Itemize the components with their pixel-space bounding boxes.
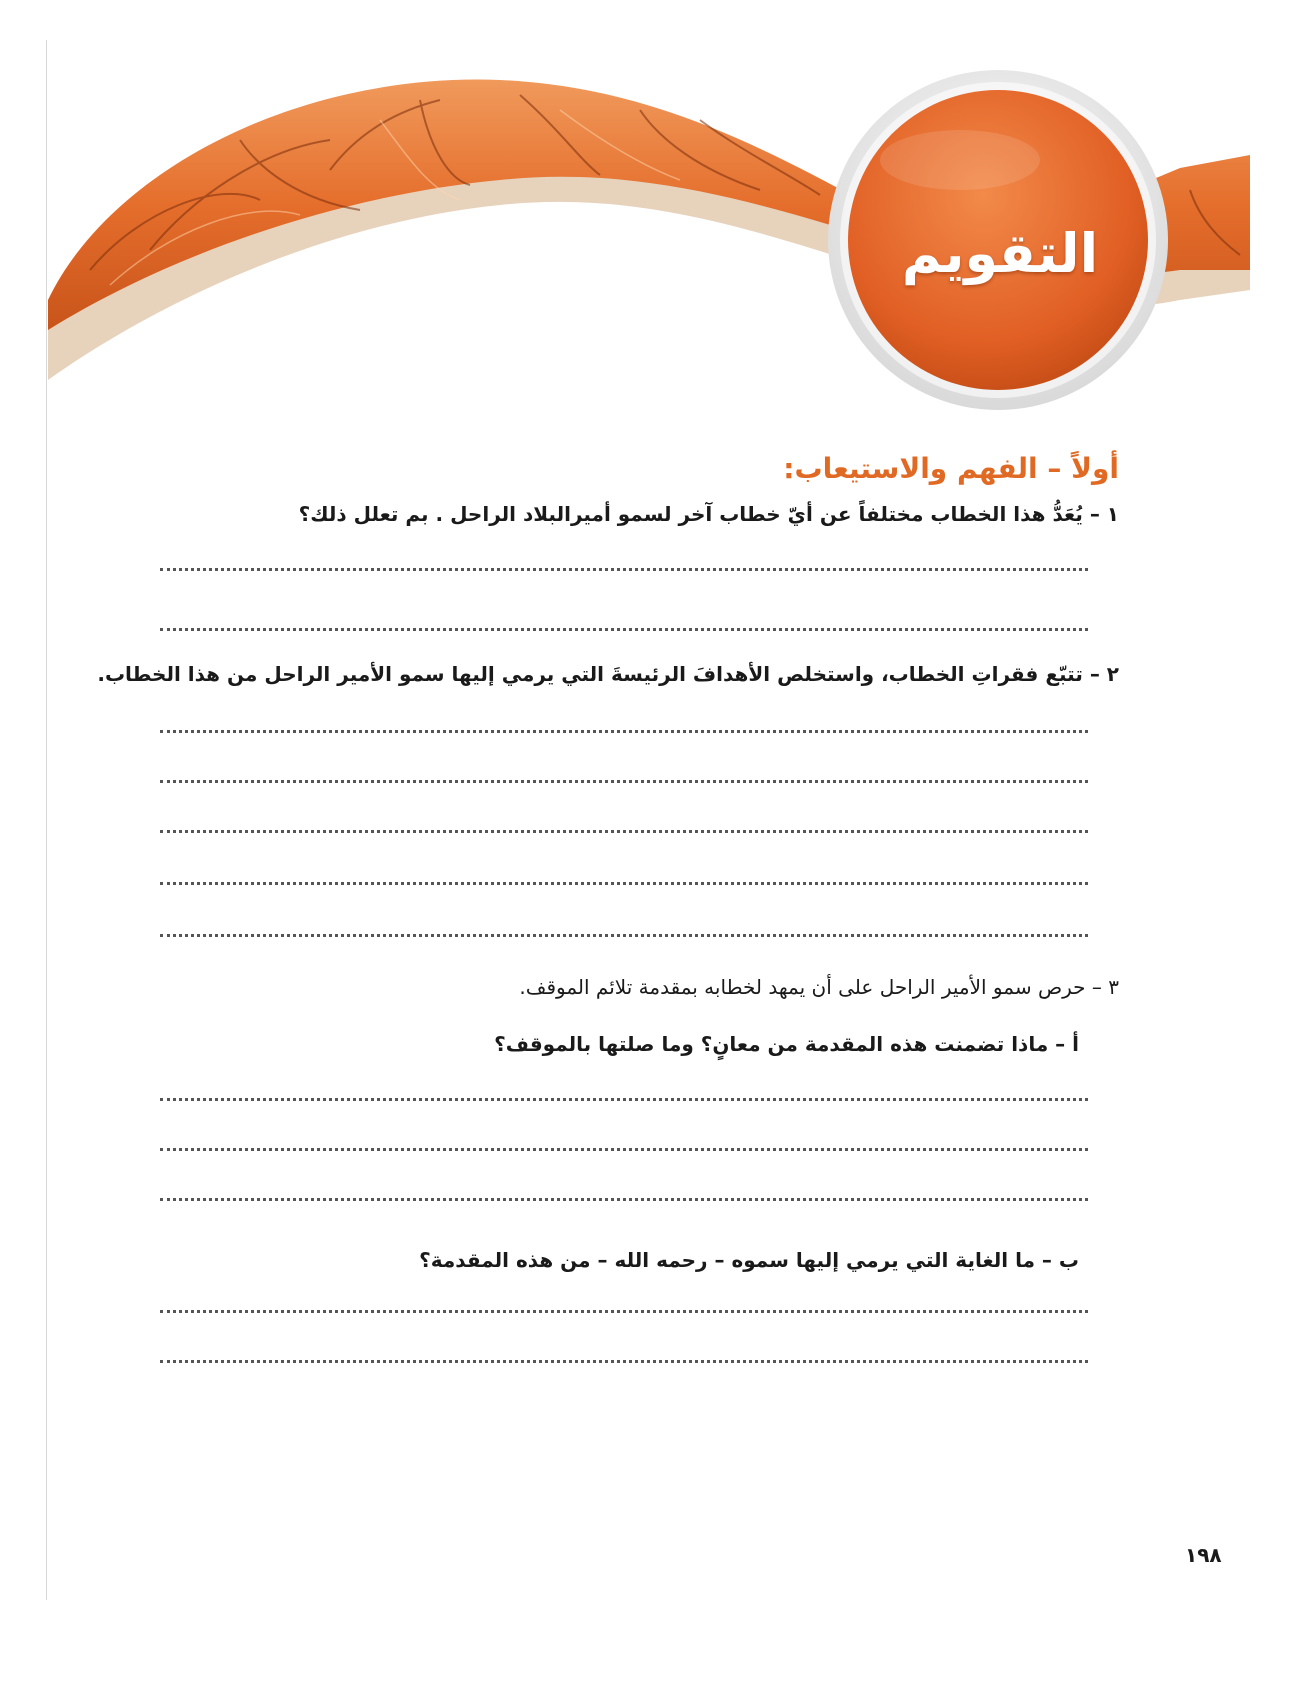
answer-line[interactable] bbox=[160, 1098, 1088, 1101]
answer-line[interactable] bbox=[160, 1148, 1088, 1151]
answer-line[interactable] bbox=[160, 882, 1088, 885]
answer-line[interactable] bbox=[160, 628, 1088, 631]
question-1: ١ – يُعَدُّ هذا الخطاب مختلفاً عن أيّ خطاب آخر لسمو أميرالبلاد الراحل . بم تعلل ذلك؟ bbox=[298, 502, 1119, 526]
page-number: ١٩٨ bbox=[1185, 1543, 1222, 1567]
answer-line[interactable] bbox=[160, 568, 1088, 571]
question-3b: ب – ما الغاية التي يرمي إليها سموه – رحمه الله – من هذه المقدمة؟ bbox=[419, 1248, 1079, 1272]
answer-line[interactable] bbox=[160, 1310, 1088, 1313]
answer-line[interactable] bbox=[160, 934, 1088, 937]
answer-line[interactable] bbox=[160, 730, 1088, 733]
answer-line[interactable] bbox=[160, 1198, 1088, 1201]
answer-line[interactable] bbox=[160, 1360, 1088, 1363]
answer-line[interactable] bbox=[160, 780, 1088, 783]
decorative-banner bbox=[0, 0, 1309, 420]
question-2: ٢ – تتبّع فقراتِ الخطاب، واستخلص الأهدافَ الرئيسةَ التي يرمي إليها سمو الأمير الراحل من هذا الخطاب. bbox=[97, 662, 1119, 686]
page-title: التقويم bbox=[901, 222, 1099, 285]
section-heading: أولاً – الفهم والاستيعاب: bbox=[783, 452, 1119, 485]
answer-line[interactable] bbox=[160, 830, 1088, 833]
question-3a: أ – ماذا تضمنت هذه المقدمة من معانٍ؟ وما صلتها بالموقف؟ bbox=[494, 1032, 1079, 1056]
question-3: ٣ – حرص سمو الأمير الراحل على أن يمهد لخطابه بمقدمة تلائم الموقف. bbox=[519, 975, 1119, 999]
